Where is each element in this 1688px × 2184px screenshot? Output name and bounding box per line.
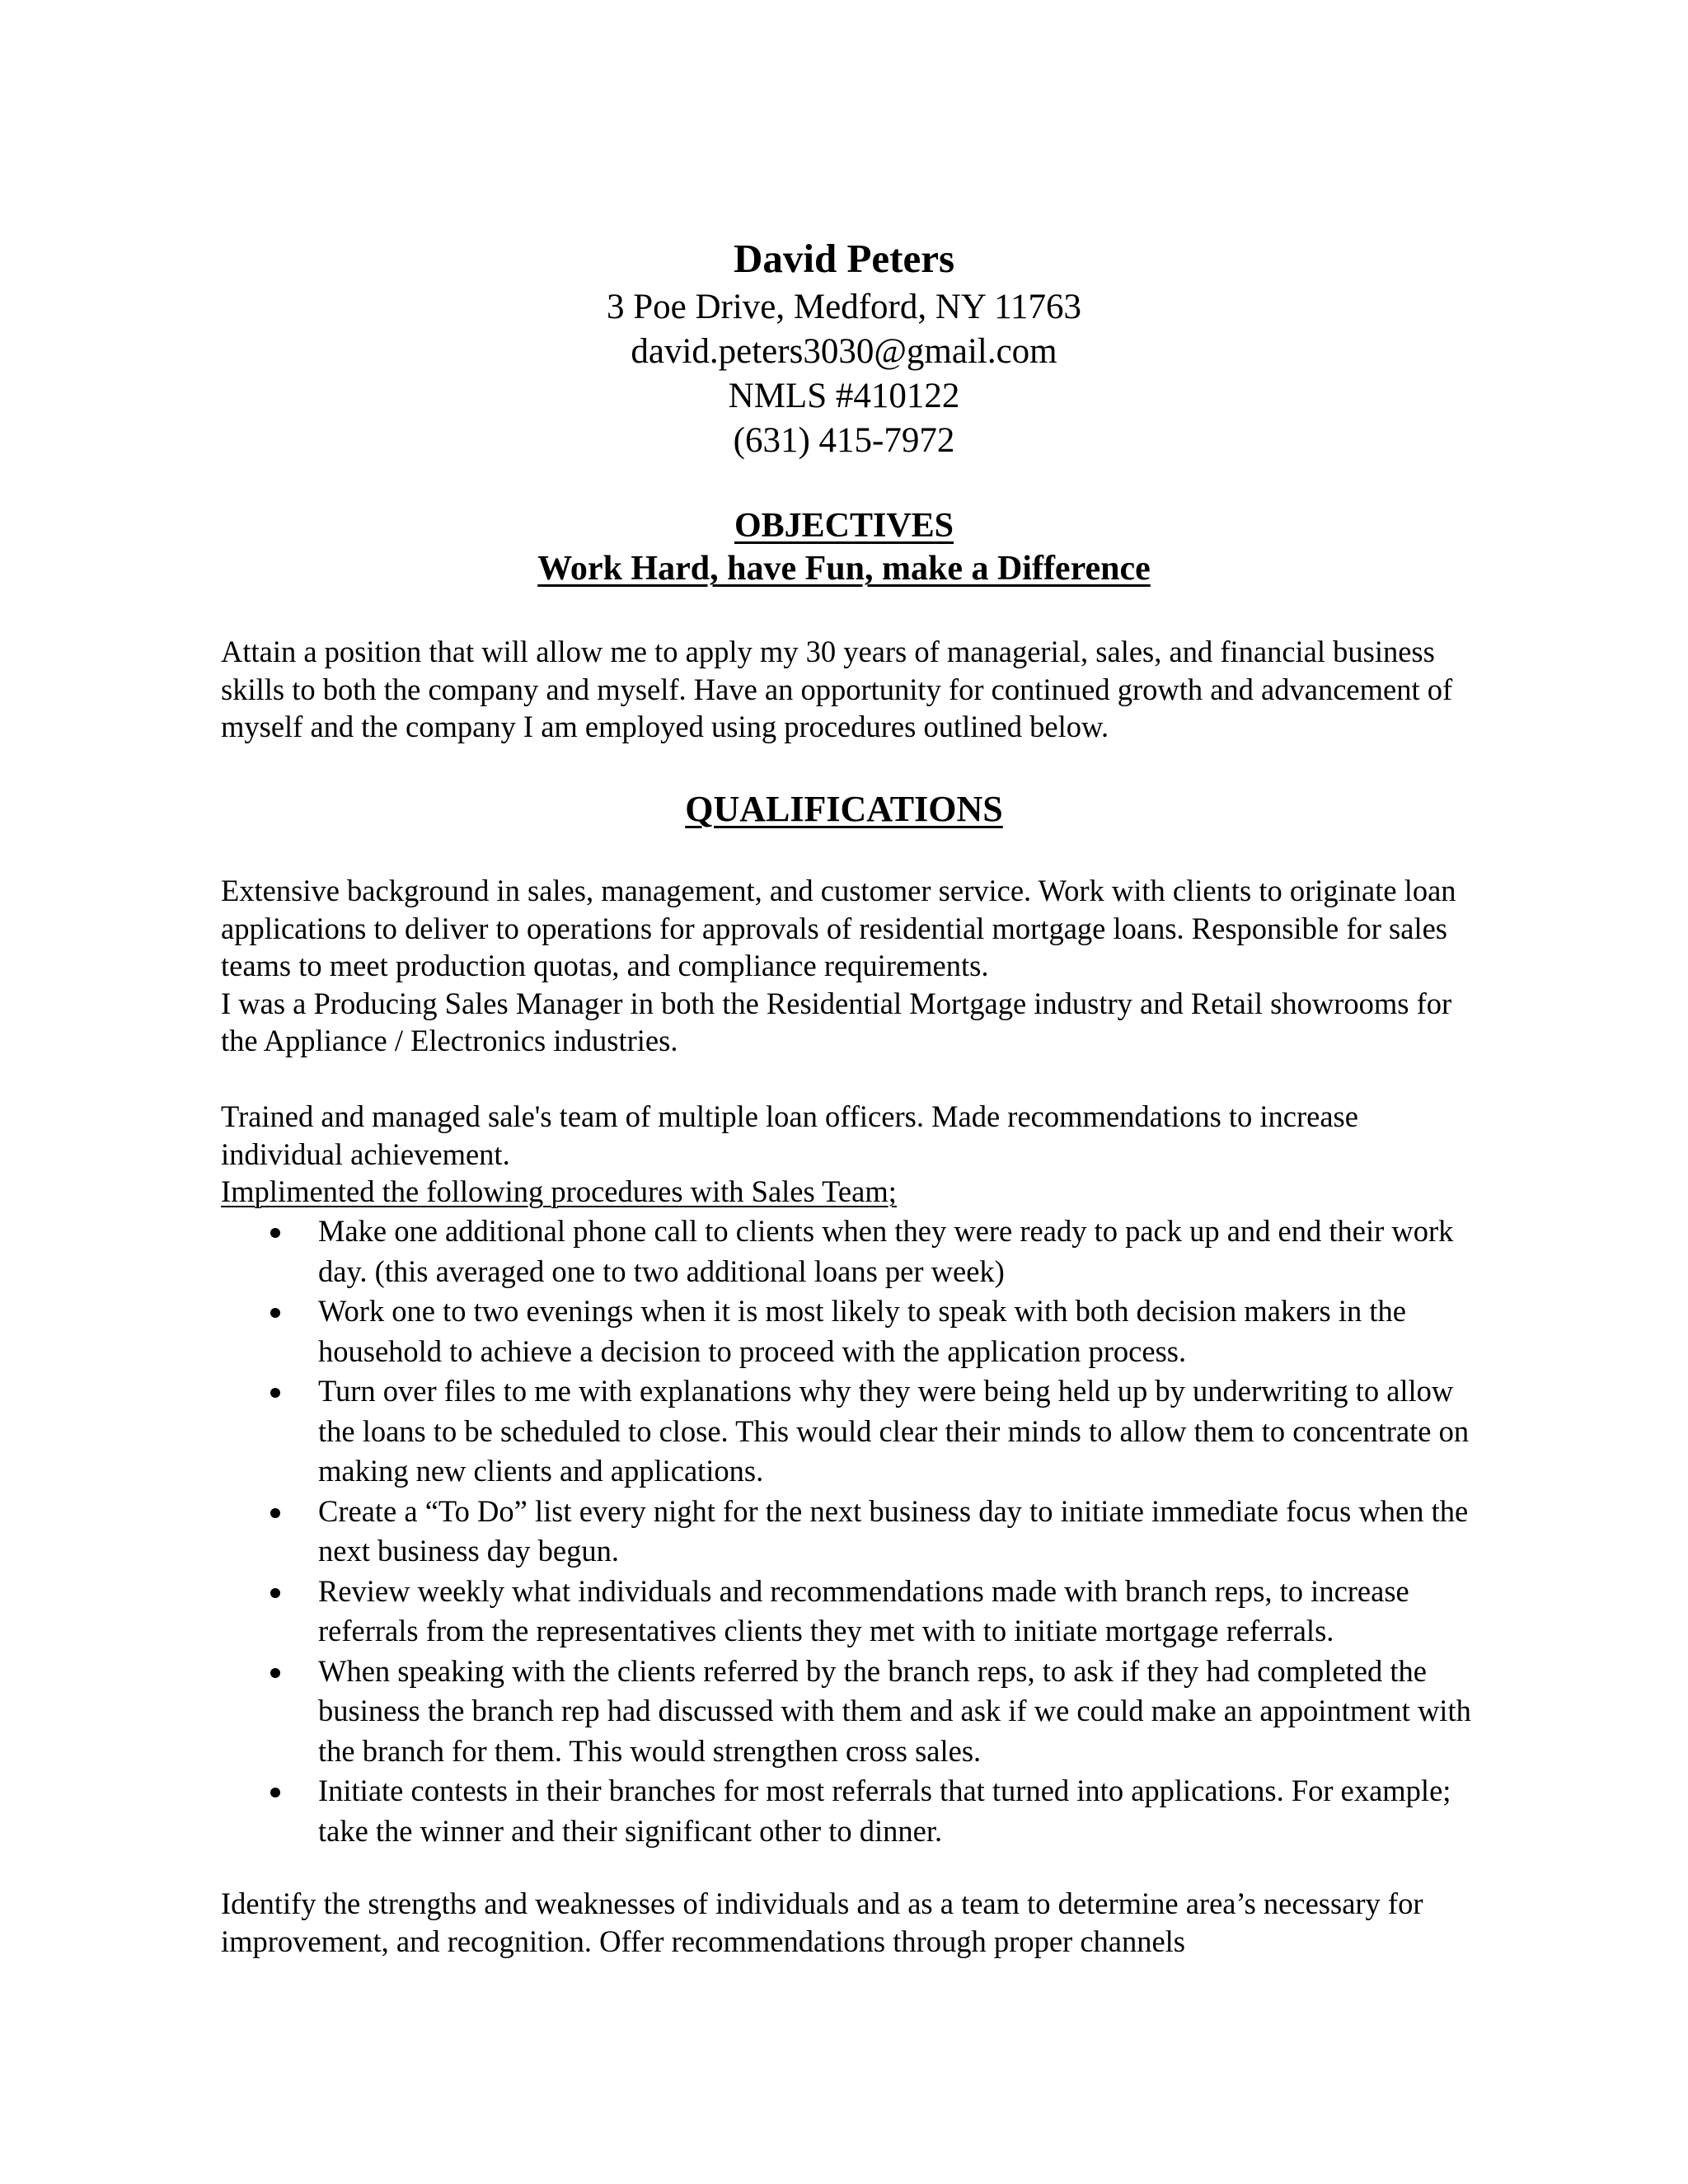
email-address: david.peters3030@gmail.com bbox=[631, 332, 1057, 371]
objectives-heading: OBJECTIVES bbox=[734, 507, 954, 545]
qualifications-role-summary: I was a Producing Sales Manager in both the Residential Mortgage industry and Retail showrooms for the Appliance / Electronics industries. bbox=[221, 986, 1452, 1057]
list-item-text: Turn over files to me with explanations why they were being held up by underwriting to allow the loans to be scheduled to close. This would clear their minds to allow them to concentrate on making new clients and applications. bbox=[318, 1374, 1470, 1488]
address: 3 Poe Drive, Medford, NY 11763 bbox=[606, 288, 1082, 326]
qualifications-summary: Extensive background in sales, management, and customer service. Work with clients to originate loan applications to deliver to operations for approvals of residential mortgage loans. Responsible for sales teams to meet production quotas, and compliance requirements. bbox=[221, 874, 1456, 982]
bullet-icon bbox=[270, 1668, 280, 1678]
list-item-text: Review weekly what individuals and recommendations made with branch reps, to increase referrals from the representatives clients they met with to initiate mortgage referrals. bbox=[318, 1573, 1409, 1647]
nmls-number: NMLS #410122 bbox=[728, 377, 960, 415]
procedures-heading: Implimented the following procedures with Sales Team; bbox=[221, 1174, 897, 1208]
list-item bbox=[221, 1771, 1474, 1851]
qualifications-paragraph-1 bbox=[221, 872, 1474, 1060]
list-item bbox=[221, 1492, 1474, 1572]
list-item-text: Create a “To Do” list every night for the next business day to initiate immediate focus when the next business day begun. bbox=[318, 1493, 1469, 1568]
bullet-icon bbox=[270, 1308, 280, 1318]
list-item bbox=[221, 1371, 1474, 1492]
list-item bbox=[221, 1652, 1474, 1772]
list-item bbox=[221, 1572, 1474, 1652]
list-item bbox=[221, 1212, 1474, 1291]
procedures-list bbox=[221, 1212, 1474, 1851]
bullet-icon bbox=[270, 1788, 280, 1797]
list-item-text: Work one to two evenings when it is most likely to speak with both decision makers in the household to achieve a decision to proceed with the application process. bbox=[318, 1294, 1406, 1368]
applicant-name: David Peters bbox=[733, 236, 955, 281]
list-item-text: Make one additional phone call to clients when they were ready to pack up and end their work day. (this averaged one to two additional loans per week) bbox=[318, 1214, 1454, 1288]
contact-header bbox=[0, 232, 1688, 463]
bullet-icon bbox=[270, 1388, 280, 1398]
closing-paragraph: Identify the strengths and weaknesses of individuals and as a team to determine area’s necessary for improvement, and recognition. Offer recommendations through proper channels bbox=[221, 1886, 1423, 1958]
qualifications-heading: QUALIFICATIONS bbox=[685, 789, 1003, 829]
qualifications-paragraph-2: Trained and managed sale's team of multiple loan officers. Made recommendations to increase individual achievement. bbox=[221, 1099, 1358, 1171]
bullet-icon bbox=[270, 1508, 280, 1518]
phone-number: (631) 415-7972 bbox=[733, 421, 955, 460]
objective-paragraph: Attain a position that will allow me to apply my 30 years of managerial, sales, and financial business skills to both the company and myself. Have an opportunity for continued growth and advancement of myself and the company I am employed using procedures outlined below. bbox=[221, 635, 1453, 743]
bullet-icon bbox=[270, 1228, 280, 1238]
list-item bbox=[221, 1291, 1474, 1371]
list-item-text: Initiate contests in their branches for most referrals that turned into applications. For example; take the winner and their significant other to dinner. bbox=[318, 1774, 1451, 1848]
objectives-subtitle: Work Hard, have Fun, make a Difference bbox=[537, 550, 1151, 588]
bullet-icon bbox=[270, 1588, 280, 1598]
list-item-text: When speaking with the clients referred by the branch reps, to ask if they had completed the business the branch rep had discussed with them and ask if we could make an appointment with the branch for them. This would strengthen cross sales. bbox=[318, 1653, 1471, 1768]
